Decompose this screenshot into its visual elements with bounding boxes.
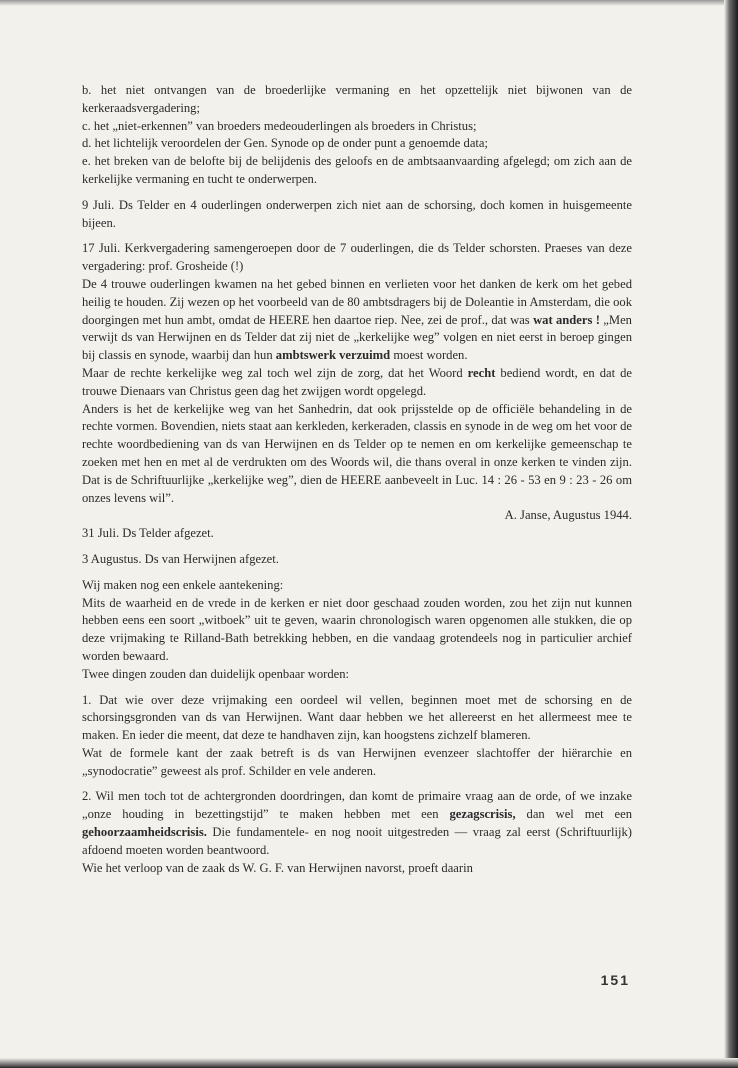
item-e: e. het breken van de belofte bij de belijdenis des geloofs en de ambtsaanvaarding afgelegd; om zich aan de kerkelijke vermaning en tucht te onderwerpen. (82, 154, 632, 186)
paragraph-rechte-weg (82, 365, 632, 401)
entry-31-juli: 31 Juli. Ds Telder afgezet. (82, 526, 214, 541)
text-run: De 4 trouwe ouderlingen kwamen na het gebed binnen en verlieten voor het danken de kerk om het gebed heilig te houden. Zij wezen op het voorbeeld van de 80 ambtsdragers bij de Doleantie in Amsterdam, die ook doorgingen met hun ambt, omdat de HEERE hen daartoe riep. Nee, zei de prof., dat was (82, 276, 632, 327)
scan-edge-bottom (0, 1058, 738, 1068)
point-2 (82, 788, 632, 859)
text-run: Die fundamentele- en nog nooit uitgestreden — vraag zal eerst (Schriftuurlijk) afdoend moeten worden beantwoord. (82, 825, 632, 857)
entry-17-juli: 17 Juli. Kerkvergadering samengeroepen door de 7 ouderlingen, die ds Telder schorsten. Praeses van deze vergadering: prof. Grosheide (!) (82, 241, 632, 274)
bold-ambtswerk-verzuimd: ambtswerk verzuimd (275, 348, 391, 363)
bold-recht: recht (467, 365, 496, 380)
paragraph-witboek: Mits de waarheid en de vrede in de kerken er niet door geschaad zouden worden, zou het zijn nut kunnen hebben eens een soort „witboek” uit te geven, waarin chronologisch waren opgenomen alle stukken, die op deze vrijmaking te Rilland-Bath betrekking hebben, en die vandaag grotendeels nog in particulier archief worden bewaard. (82, 595, 632, 663)
entry-9-juli: 9 Juli. Ds Telder en 4 ouderlingen onderwerpen zich niet aan de schorsing, doch komen in huisgemeente bijeen. (82, 197, 632, 230)
entry-3-augustus: 3 Augustus. Ds van Herwijnen afgezet. (82, 551, 279, 566)
text-run: Maar de rechte kerkelijke weg zal toch wel zijn de zorg, dat het Woord (82, 365, 463, 380)
text-run: moest worden. (393, 348, 468, 363)
item-d: d. het lichtelijk veroordelen der Gen. Synode op de onder punt a genoemde data; (82, 136, 489, 151)
text-run: dan wel met een (526, 807, 632, 822)
item-b: b. het niet ontvangen van de broederlijke vermaning en het opzettelijk niet bijwonen van de kerkeraadsvergadering; (82, 83, 632, 115)
paragraph-trouwe-ouderlingen (82, 276, 632, 365)
item-c: c. het „niet-erkennen” van broeders medeouderlingen als broeders in Christus; (82, 118, 477, 133)
bold-gehoorzaamheidscrisis: gehoorzaamheidscrisis. (82, 825, 207, 840)
bold-wat-anders: wat anders ! (533, 312, 600, 327)
paragraph-verloop: Wie het verloop van de zaak ds W. G. F. van Herwijnen navorst, proeft daarin (82, 860, 473, 875)
paragraph-aantekening: Wij maken nog een enkele aantekening: (82, 577, 284, 592)
signature-janse: A. Janse, Augustus 1944. (504, 508, 632, 523)
scan-edge-right (724, 0, 738, 1068)
text-run: 2. Wil men toch tot de achtergronden doordringen, dan komt de primaire vraag aan de orde, of we inzake „onze houding in bezettingstijd” te maken hebben met een (82, 789, 632, 822)
text-run: bediend wordt, en dat de trouwe Dienaars van Christus geen dag het zwijgen wordt opgelegd. (82, 365, 632, 398)
paragraph-sanhedrin: Anders is het de kerkelijke weg van het Sanhedrin, dat ook prijsstelde op de officiële behandeling in de rechte vormen. Bovendien, niets staat aan kerkleden, kerkeraden, classis en synode in de weg om het voor de rechte woordbediening van ds van Herwijnen en ds Telder op te nemen en om kerkelijke gemeenschap te zoeken met hen en met al de verdrukten om des Woords wil, die thans overal in onze kerken te vinden zijn. Dat is de Schriftuurlijke „kerkelijke weg”, dien de HEERE aanbeveelt in Luc. 14 : 26 - 53 en 9 : 23 - 26 om onzes levens wil”. (82, 401, 632, 505)
page-body (82, 82, 632, 877)
paragraph-twee-dingen: Twee dingen zouden dan duidelijk openbaar worden: (82, 666, 349, 681)
bold-gezagscrisis: gezagscrisis, (449, 807, 516, 822)
point-1: 1. Dat wie over deze vrijmaking een oordeel wil vellen, beginnen moet met de schorsing en de schorsingsgronden van ds van Herwijnen. Want daar hebben we het allereerst en het allermeest mee te maken. En ieder die meent, dat deze te handhaven zijn, kan hoogstens zichzelf blameren. (82, 692, 632, 743)
scan-edge-top (0, 0, 738, 6)
paragraph-formele-kant: Wat de formele kant der zaak betreft is ds van Herwijnen evenzeer slachtoffer der hiërarchie en „synodocratie” geweest als prof. Schilder en vele anderen. (82, 745, 632, 778)
text-run: „Men verwijt ds van Herwijnen en ds Telder dat zij niet de „kerkelijke weg” volgen en niet eerst in beroep gingen bij classis en synode, waarbij dan hun (82, 312, 632, 363)
page-number: 151 (600, 972, 630, 988)
